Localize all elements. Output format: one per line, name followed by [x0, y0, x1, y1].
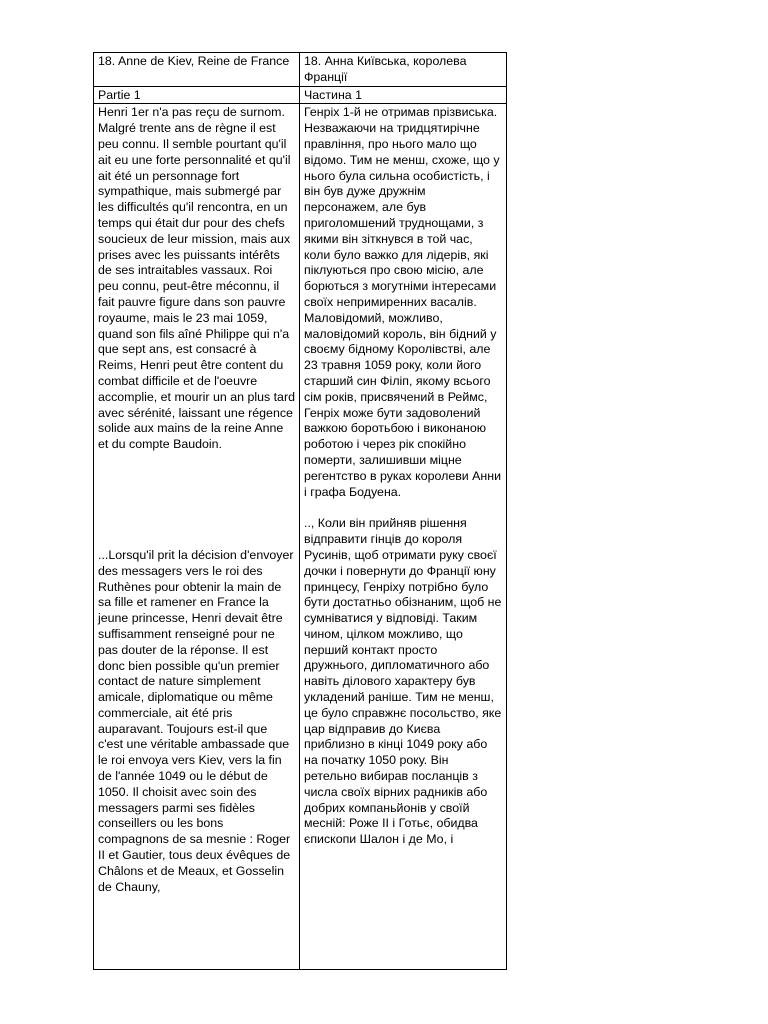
- french-text-cell: [94, 104, 300, 970]
- french-paragraph-1: Henri 1er n'a pas reçu de surnom. Malgré trente ans de règne il est peu connu. Il semble pourtant qu'il ait eu une forte personnalité et qu'il ait été un personnage fort sympathique, mais submergé par les difficultés qu'il rencontra, en un temps qui était dur pour des chefs soucieux de leur mission, mais aux prises avec les puissants intérêts de ses intraitables vassaux. Roi peu connu, peut-être méconnu, il fait pauvre figure dans son pauvre royaume, mais le 23 mai 1059, quand son fils aîné Philippe qui n'a que sept ans, est consacré à Reims, Henri peut être content du combat difficile et de l'oeuvre accomplie, et mourir un an plus tard avec sérénité, laissant une régence solide aux mains de la reine Anne et du compte Baudoin.: [98, 105, 295, 452]
- french-part-cell: [94, 86, 300, 104]
- french-chapter-title: 18. Anne de Kiev, Reine de France: [98, 54, 290, 68]
- ukrainian-paragraph-2: .., Коли він прийняв рішення відправити гінців до короля Русинів, щоб отримати руку своєї дочки і повернути до Франції юну принцесу, Генріху потрібно було бути достатньо обізнаним, щоб не сумніватися у відповіді. Таким чином, цілком можливо, що перший контакт просто дружнього, дипломатичного або навіть ділового характеру був укладений раніше. Тим не менш, це було справжнє посольство, яке цар відправив до Києва приблизно в кінці 1049 року або на початку 1050 року. Він ретельно вибирав посланців з числа своїх вірних радників або добрих компаньйонів у своїй месній: Роже II і Готьє, обидва єпископи Шалон і де Мо, і: [304, 516, 502, 847]
- ukrainian-paragraph-1: Генріх 1-й не отримав прізвиська. Незважаючи на тридцятирічне правління, про нього мало що відомо. Тим не менш, схоже, що у нього була сильна особистість, і він був дуже дружнім персонажем, але був приголомшений труднощами, з якими він зіткнувся в той час, коли було важко для лідерів, які піклуються про свою місію, але борються з могутніми інтересами своїх непримиренних васалів. Маловідомий, можливо, маловідомий король, він бідний у своєму бідному Королівстві, але 23 травня 1059 року, коли його старший син Філіп, якому всього сім років, присвячений в Реймс, Генріх може бути задоволений важкою боротьбою і виконаною роботою і через рік спокійно померти, залишивши міцне регентство в руках королеви Анни і графа Бодуена.: [304, 105, 502, 499]
- part-row: [94, 86, 507, 104]
- french-paragraph-2: ...Lorsqu'il prit la décision d'envoyer des messagers vers le roi des Ruthènes pour obtenir la main de sa fille et ramener en France la jeune princesse, Henri devait être suffisamment renseigné pour ne pas douter de la réponse. Il est donc bien possible qu'un premier contact de nature simplement amicale, diplomatique ou même commerciale, ait été pris auparavant. Toujours est-il que c'est une véritable ambassade que le roi envoya vers Kiev, vers la fin de l'année 1049 ou le début de 1050. Il choisit avec soin des messagers parmi ses fidèles conseillers ou les bons compagnons de sa mesnie : Roger II et Gautier, tous deux évêques de Châlons et de Meaux, et Gosselin de Chauny,: [98, 547, 294, 894]
- french-part-label: Partie 1: [98, 87, 141, 102]
- ukrainian-chapter-title: 18. Анна Київська, королева Франції: [304, 54, 467, 84]
- ukrainian-title-cell: [300, 53, 507, 87]
- ukrainian-text-cell: [300, 104, 507, 970]
- ukrainian-part-label: Частина 1: [304, 87, 363, 102]
- ukrainian-part-cell: [300, 86, 507, 104]
- paragraph-spacer: [98, 453, 295, 548]
- paragraph-spacer: [304, 500, 502, 516]
- title-row: [94, 53, 507, 87]
- french-title-cell: [94, 53, 300, 87]
- bilingual-translation-table: [93, 52, 507, 970]
- body-row: [94, 104, 507, 970]
